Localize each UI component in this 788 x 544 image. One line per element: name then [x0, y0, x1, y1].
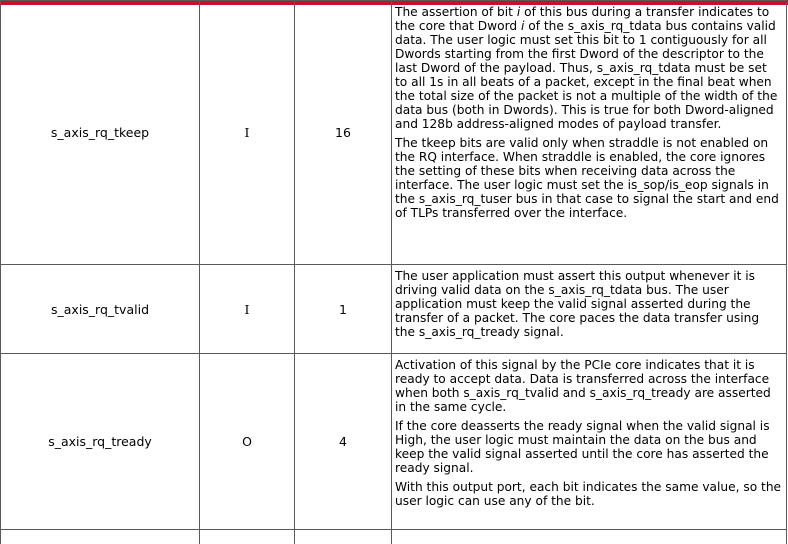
italic-variable: i [521, 19, 524, 33]
port-direction-empty [200, 530, 295, 544]
port-name: s_axis_rq_tkeep [1, 1, 200, 265]
port-width-empty [295, 530, 392, 544]
italic-variable: i [517, 5, 520, 19]
description-paragraph: If the core deasserts the ready signal when the valid signal is High, the user logic must maintain the data on the bus and keep the valid signal asserted until the core has asserted the ready signal. [395, 419, 782, 475]
table-row-partial [1, 530, 787, 544]
table-row [1, 354, 787, 530]
port-name: s_axis_rq_tready [1, 354, 200, 530]
description-text: of this bus during a transfer indicates to the core that Dword [395, 5, 769, 33]
table-row [1, 265, 787, 354]
description-text: of the s_axis_rq_tdata bus contains valid data. The user logic must set this bit to 1 contiguously for all Dwords starting from the first Dword of the descriptor to the last Dword of the payload. Thus, s_axis_rq_tdata must be set to all 1s in all beats of a packet, except in the final beat when the total size of the packet is not a multiple of the width of the data bus (both in Dwords). This is true for both Dword-aligned and 128b address-aligned modes of payload transfer. [395, 19, 777, 131]
port-description [392, 265, 787, 354]
port-width: 1 [295, 265, 392, 354]
port-width: 4 [295, 354, 392, 530]
port-direction: I [200, 1, 295, 265]
description-paragraph [395, 5, 782, 131]
description-paragraph: The user application must assert this output whenever it is driving valid data on the s_axis_rq_tdata bus. The user application must keep the valid signal asserted during the transfer of a packet. The core paces the data transfer using the s_axis_rq_tready signal. [395, 269, 782, 339]
description-paragraph: The tkeep bits are valid only when straddle is not enabled on the RQ interface. When straddle is enabled, the core ignores the setting of these bits when receiving data across the interface. The user logic must set the is_sop/is_eop signals in the s_axis_rq_tuser bus in that case to signal the start and end of TLPs transferred over the interface. [395, 136, 782, 220]
port-description [392, 354, 787, 530]
description-paragraph: With this output port, each bit indicates the same value, so the user logic can use any of the bit. [395, 480, 782, 508]
port-description [392, 1, 787, 265]
description-paragraph: Activation of this signal by the PCIe core indicates that it is ready to accept data. Data is transferred across the interface when both s_axis_rq_tvalid and s_axis_rq_tready are asserted in the same cycle. [395, 358, 782, 414]
port-name-empty [1, 530, 200, 544]
port-width: 16 [295, 1, 392, 265]
port-direction: O [200, 354, 295, 530]
port-description-empty [392, 530, 787, 544]
port-direction: I [200, 265, 295, 354]
table-row [1, 1, 787, 265]
description-text: The assertion of bit [395, 5, 517, 19]
port-name: s_axis_rq_tvalid [1, 265, 200, 354]
